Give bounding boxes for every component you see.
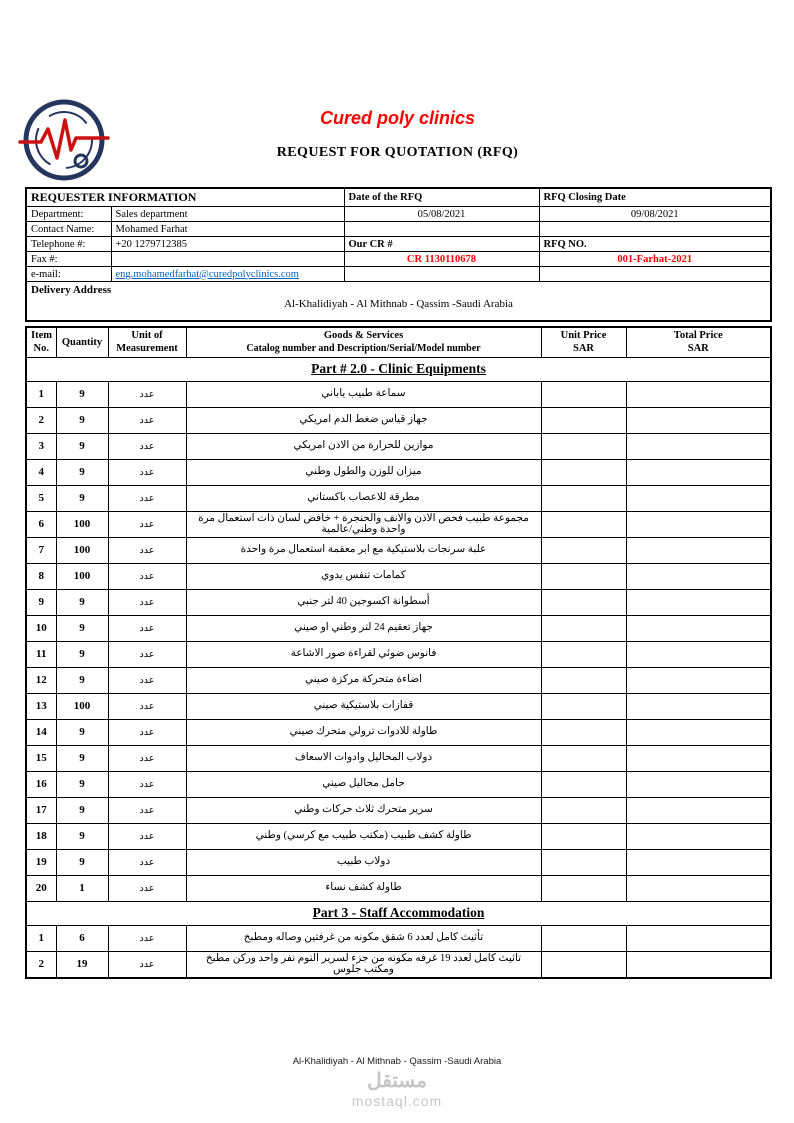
item-row — [26, 563, 771, 589]
email-label: e-mail: — [26, 267, 111, 282]
item-quantity-cell: 100 — [56, 693, 108, 719]
item-quantity-cell: 9 — [56, 459, 108, 485]
item-description-cell: علبة سرنجات بلاستيكية مع ابر معقمة استعمال مرة واحدة — [186, 537, 541, 563]
item-no-cell: 20 — [26, 875, 56, 901]
col-header-quantity: Quantity — [56, 327, 108, 357]
item-row — [26, 719, 771, 745]
item-description-cell: جهاز تعقيم 24 لتر وطني او صيني — [186, 615, 541, 641]
item-quantity-cell: 9 — [56, 797, 108, 823]
item-description-cell: طاولة للادوات ترولي متحرك صيني — [186, 719, 541, 745]
item-no-cell: 17 — [26, 797, 56, 823]
item-no-cell: 2 — [26, 407, 56, 433]
date-of-rfq-value: 05/08/2021 — [344, 207, 539, 222]
item-unit-cell: عدد — [108, 537, 186, 563]
item-unit-price-cell — [541, 849, 626, 875]
item-description-cell: حامل محاليل صيني — [186, 771, 541, 797]
item-unit-price-cell — [541, 511, 626, 537]
item-unit-cell: عدد — [108, 797, 186, 823]
item-description-cell: كمامات تنفس يدوي — [186, 563, 541, 589]
watermark-domain: mostaql.com — [351, 1093, 443, 1109]
item-quantity-cell: 9 — [56, 667, 108, 693]
item-description-cell: طاولة كشف طبيب (مكتب طبيب مع كرسي) وطني — [186, 823, 541, 849]
contact-name-label: Contact Name: — [26, 222, 111, 237]
item-unit-cell: عدد — [108, 589, 186, 615]
item-no-cell: 1 — [26, 381, 56, 407]
item-row — [26, 589, 771, 615]
item-no-cell: 4 — [26, 459, 56, 485]
col-header-unit: Unit of Measurement — [108, 327, 186, 357]
item-total-price-cell — [626, 641, 771, 667]
item-total-price-cell — [626, 537, 771, 563]
item-description-cell: تأثيث كامل لعدد 19 غرفه مكونه من جزء لسرير النوم نفر واحد وركن مطبخ ومكتب جلوس — [186, 951, 541, 978]
item-description-cell: سرير متحرك ثلاث حركات وطني — [186, 797, 541, 823]
item-quantity-cell: 100 — [56, 563, 108, 589]
item-quantity-cell: 9 — [56, 823, 108, 849]
delivery-address-cell — [26, 282, 771, 322]
item-unit-cell: عدد — [108, 745, 186, 771]
item-unit-cell: عدد — [108, 875, 186, 901]
item-row — [26, 925, 771, 951]
rfq-closing-date-value: 09/08/2021 — [539, 207, 771, 222]
our-cr-value: CR 1130110678 — [344, 252, 539, 267]
page-footer: Al-Khalidiyah - Al Mithnab - Qassim -Saudi Arabia — [292, 1056, 502, 1067]
item-unit-cell: عدد — [108, 563, 186, 589]
item-total-price-cell — [626, 849, 771, 875]
section-header-row — [26, 901, 771, 925]
item-row — [26, 797, 771, 823]
item-no-cell: 7 — [26, 537, 56, 563]
item-quantity-cell: 9 — [56, 589, 108, 615]
item-total-price-cell — [626, 667, 771, 693]
item-row — [26, 433, 771, 459]
item-total-price-cell — [626, 925, 771, 951]
item-total-price-cell — [626, 615, 771, 641]
item-unit-price-cell — [541, 589, 626, 615]
item-description-cell: مجموعة طبيب فحص الاذن والانف والحنجرة + خافض لسان ذات استعمال مرة واحدة وطني/عالمية — [186, 511, 541, 537]
item-no-cell: 16 — [26, 771, 56, 797]
item-quantity-cell: 9 — [56, 745, 108, 771]
item-unit-cell: عدد — [108, 667, 186, 693]
item-no-cell: 1 — [26, 925, 56, 951]
item-unit-cell: عدد — [108, 615, 186, 641]
item-total-price-cell — [626, 951, 771, 978]
item-unit-price-cell — [541, 433, 626, 459]
info-header-row — [26, 188, 771, 207]
watermark-arabic-logo: مستقل — [367, 1070, 427, 1092]
item-quantity-cell: 9 — [56, 485, 108, 511]
item-no-cell: 6 — [26, 511, 56, 537]
item-quantity-cell: 9 — [56, 615, 108, 641]
item-total-price-cell — [626, 563, 771, 589]
item-no-cell: 18 — [26, 823, 56, 849]
section-title-cell — [26, 901, 771, 925]
fax-value — [111, 252, 344, 267]
item-description-cell: قفازات بلاستيكية صيني — [186, 693, 541, 719]
item-unit-price-cell — [541, 719, 626, 745]
item-description-cell: جهاز قياس ضغط الدم امريكي — [186, 407, 541, 433]
requester-information-heading: REQUESTER INFORMATION — [26, 188, 344, 207]
item-quantity-cell: 100 — [56, 537, 108, 563]
item-quantity-cell: 9 — [56, 641, 108, 667]
item-row — [26, 381, 771, 407]
item-row — [26, 485, 771, 511]
item-unit-cell: عدد — [108, 485, 186, 511]
item-total-price-cell — [626, 485, 771, 511]
telephone-label: Telephone #: — [26, 237, 111, 252]
item-unit-cell: عدد — [108, 823, 186, 849]
department-label: Department: — [26, 207, 111, 222]
our-cr-label: Our CR # — [344, 237, 539, 252]
col-header-item-no: Item No. — [26, 327, 56, 357]
item-unit-cell: عدد — [108, 459, 186, 485]
item-description-cell: دولاب المحاليل وادوات الاسعاف — [186, 745, 541, 771]
item-unit-price-cell — [541, 407, 626, 433]
item-unit-price-cell — [541, 823, 626, 849]
info-row-fax — [26, 252, 771, 267]
item-no-cell: 5 — [26, 485, 56, 511]
item-description-cell: سماعة طبيب ياباني — [186, 381, 541, 407]
info-row-contact — [26, 222, 771, 237]
item-no-cell: 14 — [26, 719, 56, 745]
item-unit-cell: عدد — [108, 511, 186, 537]
item-description-cell: ميزان للوزن والطول وطني — [186, 459, 541, 485]
date-cell-empty — [344, 222, 539, 237]
item-total-price-cell — [626, 693, 771, 719]
telephone-value: +20 1279712385 — [111, 237, 344, 252]
item-unit-cell: عدد — [108, 381, 186, 407]
contact-name-value: Mohamed Farhat — [111, 222, 344, 237]
item-unit-cell: عدد — [108, 693, 186, 719]
item-unit-price-cell — [541, 951, 626, 978]
item-row — [26, 615, 771, 641]
item-unit-price-cell — [541, 693, 626, 719]
item-total-price-cell — [626, 771, 771, 797]
department-value: Sales department — [111, 207, 344, 222]
section-title-cell — [26, 357, 771, 381]
item-row — [26, 459, 771, 485]
item-row — [26, 823, 771, 849]
item-description-cell: مطرقة للاعصاب باكستاني — [186, 485, 541, 511]
item-quantity-cell: 9 — [56, 433, 108, 459]
items-table — [25, 326, 772, 979]
item-unit-price-cell — [541, 797, 626, 823]
brand-title: Cured poly clinics — [319, 108, 476, 128]
item-quantity-cell: 19 — [56, 951, 108, 978]
item-no-cell: 15 — [26, 745, 56, 771]
item-row — [26, 641, 771, 667]
col-header-goods: Goods & Services Catalog number and Description/Serial/Model number — [186, 327, 541, 357]
item-no-cell: 12 — [26, 667, 56, 693]
item-unit-price-cell — [541, 771, 626, 797]
item-row — [26, 849, 771, 875]
item-row — [26, 771, 771, 797]
item-quantity-cell: 9 — [56, 849, 108, 875]
item-description-cell: تأثيث كامل لعدد 6 شقق مكونه من غرفتين وصاله ومطبخ — [186, 925, 541, 951]
closing-cell-empty — [539, 222, 771, 237]
item-total-price-cell — [626, 511, 771, 537]
requester-info-table — [25, 187, 772, 322]
rfq-closing-date-label: RFQ Closing Date — [539, 188, 771, 207]
item-no-cell: 11 — [26, 641, 56, 667]
item-row — [26, 667, 771, 693]
item-unit-cell: عدد — [108, 925, 186, 951]
item-unit-cell: عدد — [108, 407, 186, 433]
info-row-telephone — [26, 237, 771, 252]
rfq-no-value: 001-Farhat-2021 — [539, 252, 771, 267]
item-unit-price-cell — [541, 615, 626, 641]
item-unit-cell: عدد — [108, 641, 186, 667]
item-quantity-cell: 9 — [56, 407, 108, 433]
item-quantity-cell: 1 — [56, 875, 108, 901]
item-row — [26, 511, 771, 537]
item-description-cell: اضاءة متحركة مركزة صيني — [186, 667, 541, 693]
item-unit-price-cell — [541, 485, 626, 511]
item-row — [26, 537, 771, 563]
rfq-no-label: RFQ NO. — [539, 237, 771, 252]
delivery-address-row — [26, 282, 771, 322]
item-quantity-cell: 9 — [56, 771, 108, 797]
item-no-cell: 13 — [26, 693, 56, 719]
delivery-address-value: Al-Khalidiyah - Al Mithnab - Qassim -Saudi Arabia — [284, 298, 513, 310]
col-header-unit-price: Unit Price SAR — [541, 327, 626, 357]
item-total-price-cell — [626, 797, 771, 823]
document-header — [25, 0, 770, 161]
item-no-cell: 10 — [26, 615, 56, 641]
item-unit-cell: عدد — [108, 433, 186, 459]
item-unit-price-cell — [541, 667, 626, 693]
item-total-price-cell — [626, 459, 771, 485]
item-quantity-cell: 6 — [56, 925, 108, 951]
item-description-cell: فانوس ضوئي لقراءة صور الاشاعة — [186, 641, 541, 667]
item-total-price-cell — [626, 823, 771, 849]
item-total-price-cell — [626, 381, 771, 407]
item-no-cell: 19 — [26, 849, 56, 875]
item-unit-price-cell — [541, 641, 626, 667]
item-quantity-cell: 100 — [56, 511, 108, 537]
item-description-cell: طاولة كشف نساء — [186, 875, 541, 901]
section-header-row — [26, 357, 771, 381]
col-header-total-price: Total Price SAR — [626, 327, 771, 357]
item-unit-cell: عدد — [108, 719, 186, 745]
email-link[interactable]: eng.mohamedfarhat@curedpolyclinics.com — [115, 268, 299, 280]
item-description-cell: دولاب طبيب — [186, 849, 541, 875]
cr-cell-empty — [344, 267, 539, 282]
item-row — [26, 745, 771, 771]
item-row — [26, 693, 771, 719]
email-cell — [111, 267, 344, 282]
item-unit-price-cell — [541, 875, 626, 901]
section-title: Part 3 - Staff Accommodation — [312, 905, 485, 921]
item-unit-price-cell — [541, 459, 626, 485]
item-description-cell: موازين للحرارة من الاذن امريكي — [186, 433, 541, 459]
item-unit-price-cell — [541, 381, 626, 407]
date-of-rfq-label: Date of the RFQ — [344, 188, 539, 207]
items-header-row — [26, 327, 771, 357]
item-row — [26, 951, 771, 978]
delivery-address-label: Delivery Address — [31, 284, 112, 296]
item-unit-cell: عدد — [108, 951, 186, 978]
item-no-cell: 8 — [26, 563, 56, 589]
item-total-price-cell — [626, 433, 771, 459]
item-row — [26, 875, 771, 901]
item-no-cell: 3 — [26, 433, 56, 459]
item-quantity-cell: 9 — [56, 381, 108, 407]
item-unit-price-cell — [541, 925, 626, 951]
item-no-cell: 2 — [26, 951, 56, 978]
items-body — [26, 357, 771, 978]
watermark — [0, 1068, 794, 1109]
section-title: Part # 2.0 - Clinic Equipments — [311, 361, 486, 376]
item-description-cell: أسطوانة اكسوجين 40 لتر جنبي — [186, 589, 541, 615]
fax-label: Fax #: — [26, 252, 111, 267]
item-row — [26, 407, 771, 433]
document-title: REQUEST FOR QUOTATION (RFQ) — [276, 145, 519, 160]
item-unit-cell: عدد — [108, 771, 186, 797]
item-total-price-cell — [626, 745, 771, 771]
rfq-no-cell-empty — [539, 267, 771, 282]
info-row-email — [26, 267, 771, 282]
item-quantity-cell: 9 — [56, 719, 108, 745]
item-no-cell: 9 — [26, 589, 56, 615]
item-total-price-cell — [626, 407, 771, 433]
item-total-price-cell — [626, 875, 771, 901]
item-total-price-cell — [626, 589, 771, 615]
item-unit-cell: عدد — [108, 849, 186, 875]
item-total-price-cell — [626, 719, 771, 745]
item-unit-price-cell — [541, 563, 626, 589]
item-unit-price-cell — [541, 537, 626, 563]
info-row-department — [26, 207, 771, 222]
item-unit-price-cell — [541, 745, 626, 771]
